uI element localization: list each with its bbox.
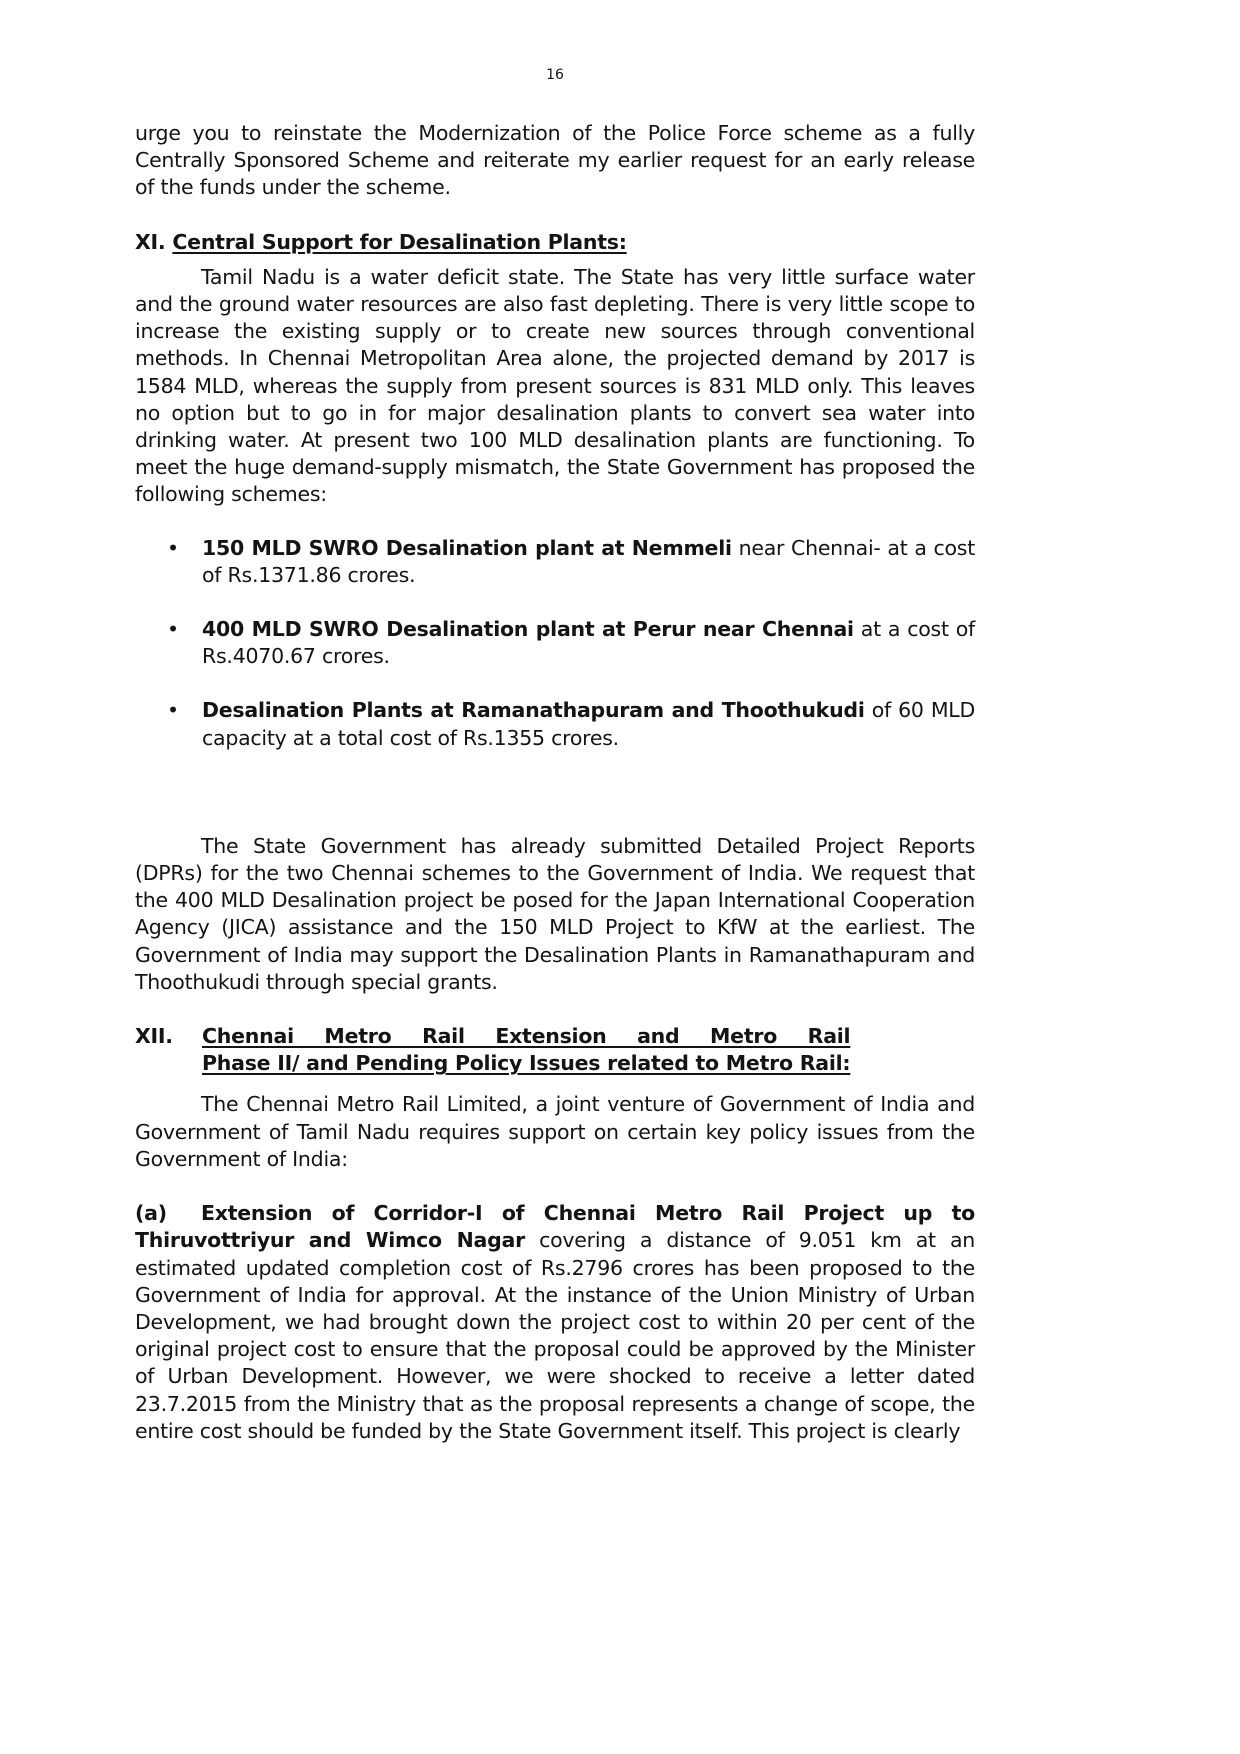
bullet-icon: • bbox=[167, 698, 179, 723]
item-a-label: (a) bbox=[135, 1201, 167, 1226]
list-item bbox=[135, 535, 975, 589]
spacer bbox=[135, 779, 975, 833]
section-xii-paragraph-1: The Chennai Metro Rail Limited, a joint venture of Government of India and Government of Tamil Nadu requires support on certain key policy issues from the Government of India: bbox=[135, 1092, 975, 1171]
paragraph-text: Tamil Nadu is a water deficit state. The State has very little surface water and the ground water resources are also fast depleting. There is very little scope to increase the existing supply or to create new sources through conventional methods. In Chennai Metropolitan Area alone, the projected demand by 2017 is 1584 MLD, whereas the supply from present sources is 831 MLD only. This leaves no option but to go in for major desalination plants to convert sea water into drinking water. bbox=[135, 264, 975, 453]
scheme-title: Desalination Plants at Ramanathapuram and Thoothukudi bbox=[202, 698, 865, 723]
scheme-title: 150 MLD SWRO Desalination plant at Nemmeli bbox=[202, 535, 732, 560]
section-xii-item-a bbox=[135, 1200, 975, 1445]
scheme-detail: of 60 MLD capacity at a total cost of Rs.1355 crores. bbox=[202, 698, 976, 750]
item-a-text: covering a distance of 9.051 km at an estimated updated completion cost of Rs.2796 crores has been proposed to the Government of India for approval. At the instance of the Union Ministry of Urban Development, we had brought down the project cost to within 20 per cent of the original project cost to ensure that the proposal could be approved by the Minister of Urban Development. However, we were shocked to receive a letter dated 23.7.2015 from the Ministry that as the proposal represents a change of scope, the entire cost should be funded by the State Government itself. This project is clearly bbox=[135, 1228, 976, 1443]
section-xii-number: XII. bbox=[135, 1024, 173, 1049]
bullet-icon: • bbox=[167, 617, 179, 642]
section-xi-title: Central Support for Desalination Plants: bbox=[172, 229, 627, 254]
scheme-detail: at a cost of Rs.4070.67 crores. bbox=[202, 617, 975, 669]
list-item bbox=[135, 616, 975, 670]
list-item bbox=[135, 697, 975, 751]
section-xii-title bbox=[202, 1023, 850, 1077]
section-xi-heading bbox=[135, 229, 975, 256]
section-xii-heading bbox=[135, 1023, 975, 1077]
scheme-detail: near Chennai- at a cost of Rs.1371.86 crores. bbox=[202, 535, 975, 587]
paragraph-text: To meet the huge demand-supply mismatch, the State Government has proposed the following schemes: bbox=[135, 428, 975, 507]
section-xi-paragraph-1 bbox=[135, 264, 975, 509]
document-page bbox=[135, 66, 975, 1445]
section-xii-title-line-1: Chennai Metro Rail Extension and Metro Rail bbox=[202, 1024, 851, 1049]
bullet-icon: • bbox=[167, 535, 179, 560]
page-number: 16 bbox=[546, 67, 564, 83]
item-a-title: Extension of Corridor-I of Chennai Metro Rail Project up to Thiruvottriyur and Wimco Nagar bbox=[135, 1201, 975, 1253]
paragraph-text: At present two 100 MLD desalination plants are functioning. bbox=[300, 428, 943, 453]
section-xi-number: XI. bbox=[135, 229, 166, 254]
intro-paragraph: urge you to reinstate the Modernization of the Police Force scheme as a fully Centrally Sponsored Scheme and reiterate my earlier request for an early release of the funds under the scheme. bbox=[135, 121, 975, 200]
schemes-list bbox=[135, 535, 975, 752]
section-xii-title-line-2: Phase II/ and Pending Policy Issues related to Metro Rail: bbox=[202, 1051, 851, 1076]
scheme-title: 400 MLD SWRO Desalination plant at Perur near Chennai bbox=[202, 617, 854, 642]
section-xi-paragraph-2: The State Government has already submitted Detailed Project Reports (DPRs) for the two Chennai schemes to the Government of India. We request that the 400 MLD Desalination project be posed for the Japan International Cooperation Agency (JICA) assistance and the 150 MLD Project to KfW at the earliest. The Government of India may support the Desalination Plants in Ramanathapuram and Thoothukudi through special grants. bbox=[135, 833, 975, 994]
